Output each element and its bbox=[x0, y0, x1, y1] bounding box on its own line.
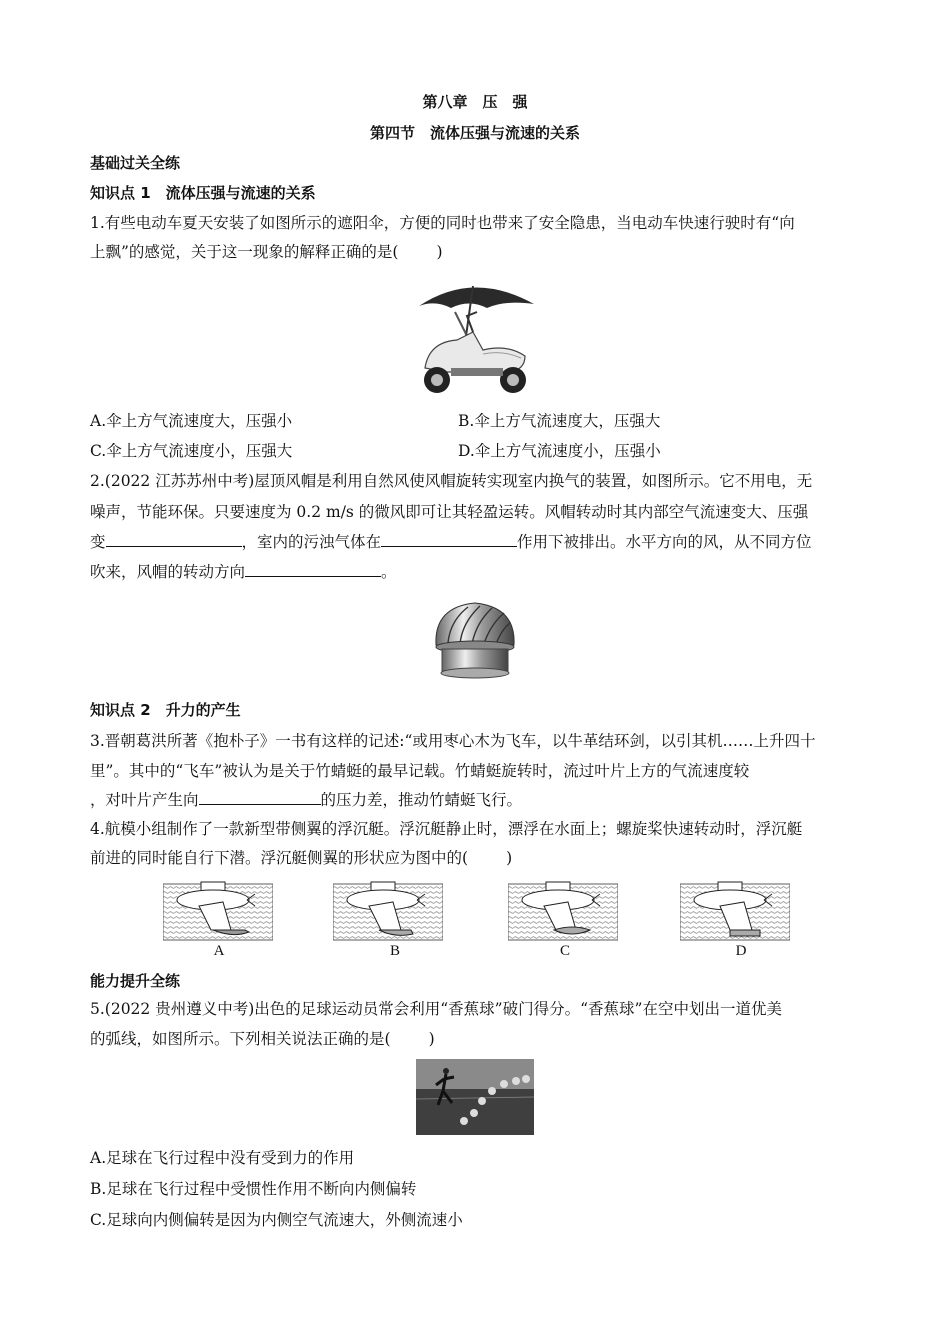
q1-option-c[interactable]: C.伞上方气流速度小，压强大 bbox=[90, 442, 293, 460]
part2-heading: 能力提升全练 bbox=[90, 972, 181, 990]
q5-line1: 5.(2022 贵州遵义中考)出色的足球运动员常会利用“香蕉球”破门得分。“香蕉球”在空中划出一道优美 bbox=[90, 1000, 782, 1018]
q3-line3 bbox=[90, 790, 522, 810]
q5-option-a[interactable]: A.足球在飞行过程中没有受到力的作用 bbox=[90, 1149, 355, 1167]
banana-kick-photo bbox=[416, 1059, 534, 1135]
q3-line1: 3.晋朝葛洪所著《抱朴子》一书有这样的记述:“或用枣心木为飞车，以牛革结环剑，以引其机……上升四十 bbox=[90, 732, 816, 750]
q3-text-segment: ，对叶片产生向 bbox=[90, 791, 199, 809]
section-title: 第四节 流体压强与流速的关系 bbox=[369, 124, 580, 142]
q3-line2: 里”。其中的“飞车”被认为是关于竹蜻蜓的最早记载。竹蜻蜓旋转时，流过叶片上方的气流速度较 bbox=[90, 762, 750, 780]
q2-text-segment: 作用下被排出。水平方向的风，从不同方位 bbox=[517, 533, 812, 551]
q4-line1: 4.航模小组制作了一款新型带侧翼的浮沉艇。浮沉艇静止时，漂浮在水面上；螺旋桨快速转动时，浮沉艇 bbox=[90, 820, 803, 838]
q2-text-segment: ，室内的污浊气体在 bbox=[241, 533, 382, 551]
option-label-c[interactable]: C bbox=[559, 943, 570, 959]
q1-line1: 1.有些电动车夏天安装了如图所示的遮阳伞，方便的同时也带来了安全隐患，当电动车快速行驶时有“向 bbox=[90, 214, 795, 232]
part1-heading: 基础过关全练 bbox=[90, 154, 181, 172]
q3-blank-1[interactable] bbox=[199, 790, 321, 805]
q2-text-segment: 。 bbox=[381, 563, 397, 581]
scooter-umbrella-figure bbox=[413, 272, 538, 400]
q1-option-a[interactable]: A.伞上方气流速度大，压强小 bbox=[90, 412, 293, 430]
option-label-d[interactable]: D bbox=[735, 943, 747, 959]
q2-text-segment: 变 bbox=[90, 533, 106, 551]
q1-line2 bbox=[90, 242, 443, 262]
chapter-title: 第八章 压 强 bbox=[422, 93, 528, 111]
q2-line2: 噪声，节能环保。只要速度为 0.2 m/s 的微风即可让其轻盈运转。风帽转动时其内部空气流速变大、压强 bbox=[90, 503, 809, 521]
q2-text-segment: 吹来，风帽的转动方向 bbox=[90, 563, 246, 581]
option-label-a[interactable]: A bbox=[213, 943, 225, 959]
q2-blank-2[interactable] bbox=[381, 532, 517, 547]
hydrofoil-option-d-figure bbox=[680, 880, 790, 942]
hydrofoil-option-a-figure bbox=[163, 880, 273, 942]
q4-stem-end: 前进的同时能自行下潜。浮沉艇侧翼的形状应为图中的( bbox=[90, 849, 469, 867]
q4-close-paren: ) bbox=[506, 849, 513, 867]
q2-blank-1[interactable] bbox=[106, 532, 242, 547]
hydrofoil-option-b-figure bbox=[333, 880, 443, 942]
q5-stem-end: 的弧线，如图所示。下列相关说法正确的是( bbox=[90, 1030, 391, 1048]
q2-blank-3[interactable] bbox=[245, 562, 381, 577]
q3-text-segment: 的压力差，推动竹蜻蜓飞行。 bbox=[320, 791, 523, 809]
q4-line2 bbox=[90, 848, 512, 868]
knowledge-point-1-heading: 知识点 1 流体压强与流速的关系 bbox=[90, 184, 316, 202]
roof-ventilator-figure bbox=[428, 597, 522, 683]
option-label-b[interactable]: B bbox=[389, 943, 400, 959]
q5-close-paren: ) bbox=[428, 1030, 435, 1048]
q2-line1: 2.(2022 江苏苏州中考)屋顶风帽是利用自然风使风帽旋转实现室内换气的装置，如图所示。它不用电，无 bbox=[90, 472, 813, 490]
q1-stem-end: 上飘”的感觉，关于这一现象的解释正确的是( bbox=[90, 243, 399, 261]
q5-option-b[interactable]: B.足球在飞行过程中受惯性作用不断向内侧偏转 bbox=[90, 1180, 417, 1198]
q1-close-paren: ) bbox=[436, 243, 443, 261]
q2-line3 bbox=[90, 532, 812, 552]
knowledge-point-2-heading: 知识点 2 升力的产生 bbox=[90, 701, 241, 719]
hydrofoil-option-c-figure bbox=[508, 880, 618, 942]
q5-line2 bbox=[90, 1029, 435, 1049]
q5-option-c[interactable]: C.足球向内侧偏转是因为内侧空气流速大，外侧流速小 bbox=[90, 1211, 463, 1229]
q2-line4 bbox=[90, 562, 397, 582]
q1-option-b[interactable]: B.伞上方气流速度大，压强大 bbox=[458, 412, 661, 430]
q1-option-d[interactable]: D.伞上方气流速度小，压强小 bbox=[458, 442, 661, 460]
